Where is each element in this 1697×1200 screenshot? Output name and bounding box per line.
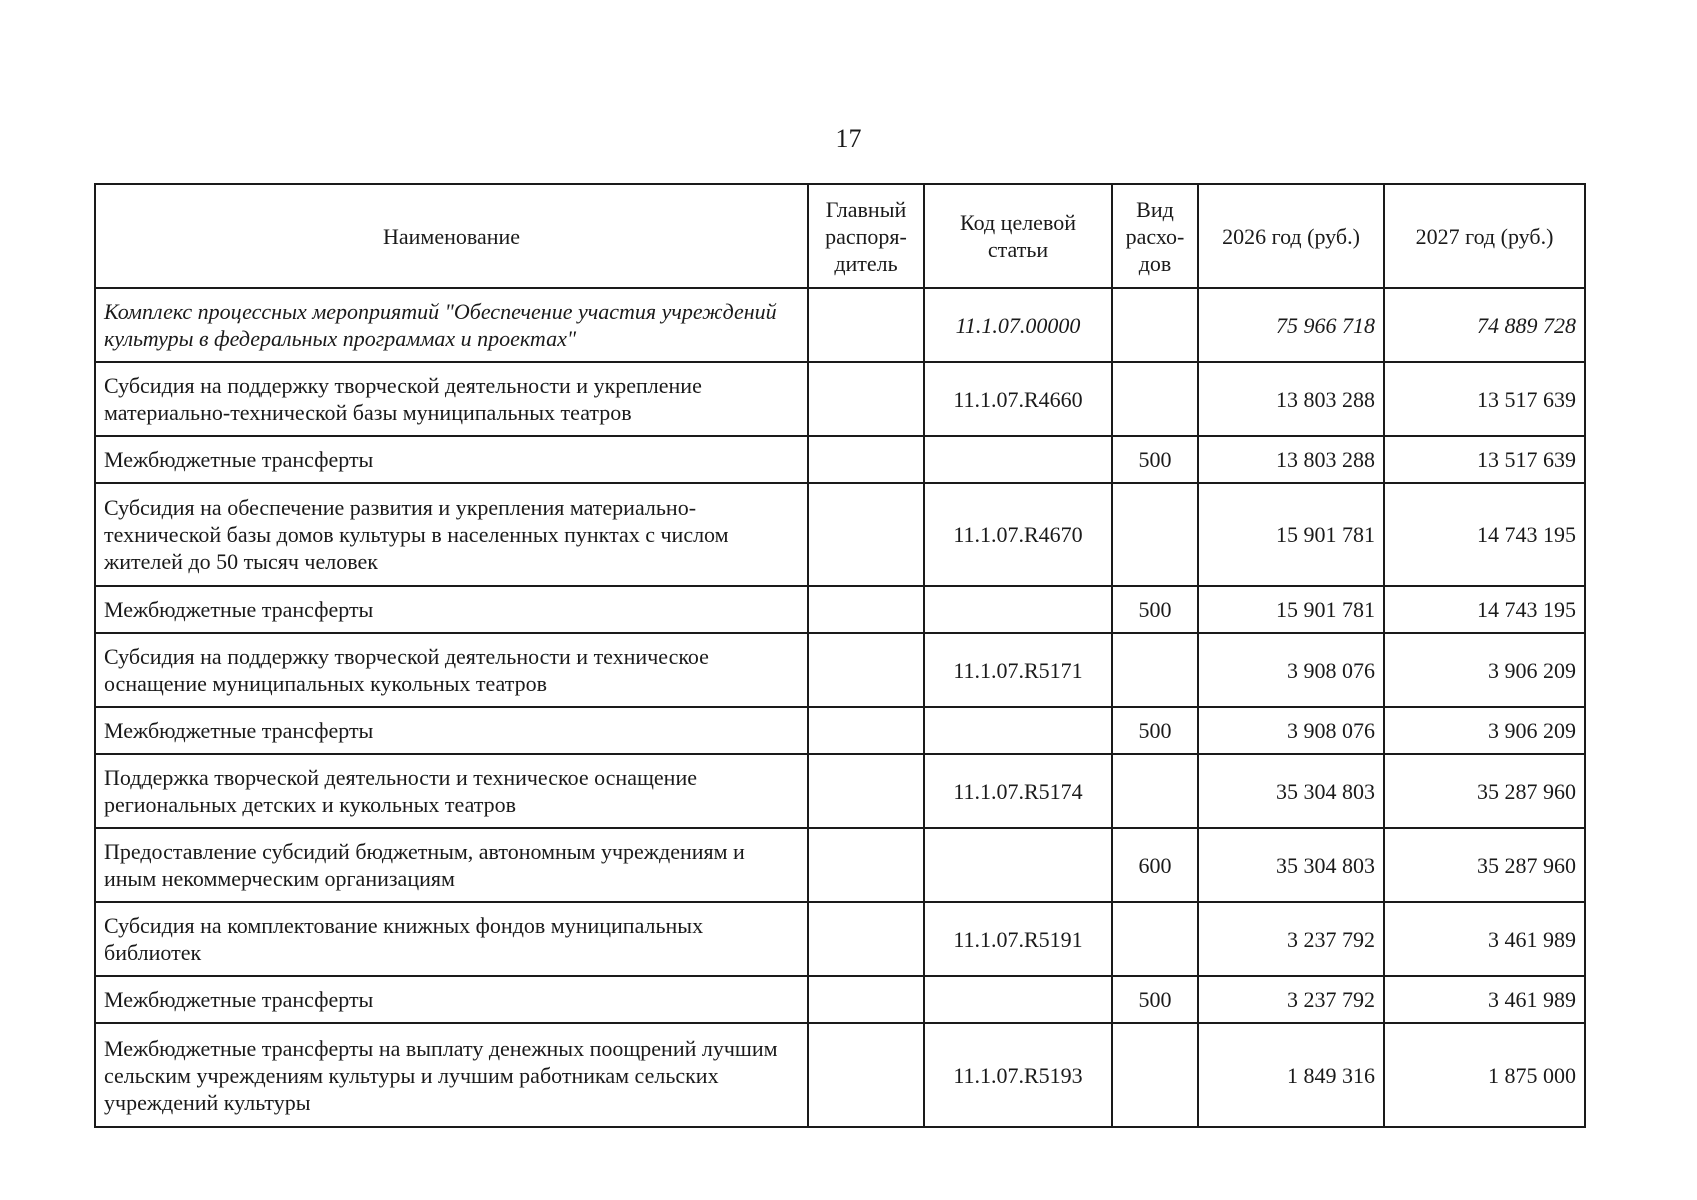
cell-y2027: 3 906 209 [1384,707,1585,754]
header-y2026: 2026 год (руб.) [1198,184,1384,288]
cell-code: 11.1.07.R5191 [924,902,1112,976]
cell-type [1112,902,1198,976]
cell-admin [808,707,924,754]
cell-y2026: 35 304 803 [1198,754,1384,828]
cell-y2027: 1 875 000 [1384,1023,1585,1127]
page-number: 17 [835,124,862,153]
cell-type: 500 [1112,436,1198,483]
cell-name: Межбюджетные трансферты [95,436,808,483]
cell-code: 11.1.07.00000 [924,288,1112,362]
cell-code: 11.1.07.R5171 [924,633,1112,707]
table-row [95,976,1585,1023]
cell-type [1112,483,1198,586]
cell-y2027: 35 287 960 [1384,828,1585,902]
cell-y2027: 13 517 639 [1384,362,1585,436]
cell-code [924,586,1112,633]
cell-code: 11.1.07.R5193 [924,1023,1112,1127]
cell-admin [808,902,924,976]
cell-admin [808,362,924,436]
cell-name: Субсидия на комплектование книжных фондов муниципальных библиотек [95,902,808,976]
cell-y2026: 35 304 803 [1198,828,1384,902]
table-row [95,436,1585,483]
table-row [95,902,1585,976]
cell-code [924,828,1112,902]
cell-y2026: 15 901 781 [1198,483,1384,586]
cell-type [1112,754,1198,828]
cell-code: 11.1.07.R4660 [924,362,1112,436]
table-row [95,288,1585,362]
table-row [95,633,1585,707]
cell-name: Межбюджетные трансферты [95,707,808,754]
cell-type [1112,633,1198,707]
cell-type: 500 [1112,976,1198,1023]
cell-y2027: 3 461 989 [1384,902,1585,976]
cell-type: 500 [1112,707,1198,754]
cell-y2026: 13 803 288 [1198,436,1384,483]
cell-name: Межбюджетные трансферты [95,586,808,633]
header-admin: Главный распоря-дитель [808,184,924,288]
cell-y2027: 14 743 195 [1384,586,1585,633]
cell-name: Комплекс процессных мероприятий "Обеспечение участия учреждений культуры в федеральных программах и проектах" [95,288,808,362]
table-row [95,586,1585,633]
cell-y2026: 13 803 288 [1198,362,1384,436]
cell-y2026: 75 966 718 [1198,288,1384,362]
budget-table [94,183,1586,1128]
cell-admin [808,1023,924,1127]
cell-type: 600 [1112,828,1198,902]
cell-admin [808,754,924,828]
cell-code [924,976,1112,1023]
cell-admin [808,436,924,483]
header-code: Код целевой статьи [924,184,1112,288]
cell-y2027: 35 287 960 [1384,754,1585,828]
cell-admin [808,976,924,1023]
cell-name: Поддержка творческой деятельности и техническое оснащение региональных детских и кукольных театров [95,754,808,828]
cell-y2027: 13 517 639 [1384,436,1585,483]
cell-name: Предоставление субсидий бюджетным, автономным учреждениям и иным некоммерческим организациям [95,828,808,902]
cell-code [924,436,1112,483]
cell-type [1112,362,1198,436]
cell-y2026: 3 908 076 [1198,633,1384,707]
table-row [95,828,1585,902]
header-y2027: 2027 год (руб.) [1384,184,1585,288]
header-type: Вид расхо-дов [1112,184,1198,288]
cell-name: Субсидия на поддержку творческой деятельности и укрепление материально-технической базы муниципальных театров [95,362,808,436]
cell-admin [808,828,924,902]
cell-admin [808,586,924,633]
cell-name: Субсидия на поддержку творческой деятельности и техническое оснащение муниципальных кукольных театров [95,633,808,707]
cell-code: 11.1.07.R5174 [924,754,1112,828]
cell-y2026: 15 901 781 [1198,586,1384,633]
cell-name: Субсидия на обеспечение развития и укрепления материально-технической базы домов культуры в населенных пунктах с числом жителей до 50 тысяч человек [95,483,808,586]
table-row [95,1023,1585,1127]
cell-y2026: 1 849 316 [1198,1023,1384,1127]
table-header-row [95,184,1585,288]
table-row [95,362,1585,436]
cell-type [1112,288,1198,362]
cell-y2026: 3 237 792 [1198,976,1384,1023]
cell-admin [808,483,924,586]
table-row [95,754,1585,828]
cell-y2026: 3 237 792 [1198,902,1384,976]
cell-type: 500 [1112,586,1198,633]
cell-y2027: 74 889 728 [1384,288,1585,362]
cell-code [924,707,1112,754]
cell-code: 11.1.07.R4670 [924,483,1112,586]
cell-type [1112,1023,1198,1127]
cell-y2027: 3 906 209 [1384,633,1585,707]
header-name: Наименование [95,184,808,288]
cell-y2026: 3 908 076 [1198,707,1384,754]
table-row [95,483,1585,586]
cell-y2027: 3 461 989 [1384,976,1585,1023]
cell-admin [808,633,924,707]
table-row [95,707,1585,754]
cell-name: Межбюджетные трансферты [95,976,808,1023]
cell-name: Межбюджетные трансферты на выплату денежных поощрений лучшим сельским учреждениям культуры и лучшим работникам сельских учреждений культуры [95,1023,808,1127]
cell-admin [808,288,924,362]
cell-y2027: 14 743 195 [1384,483,1585,586]
